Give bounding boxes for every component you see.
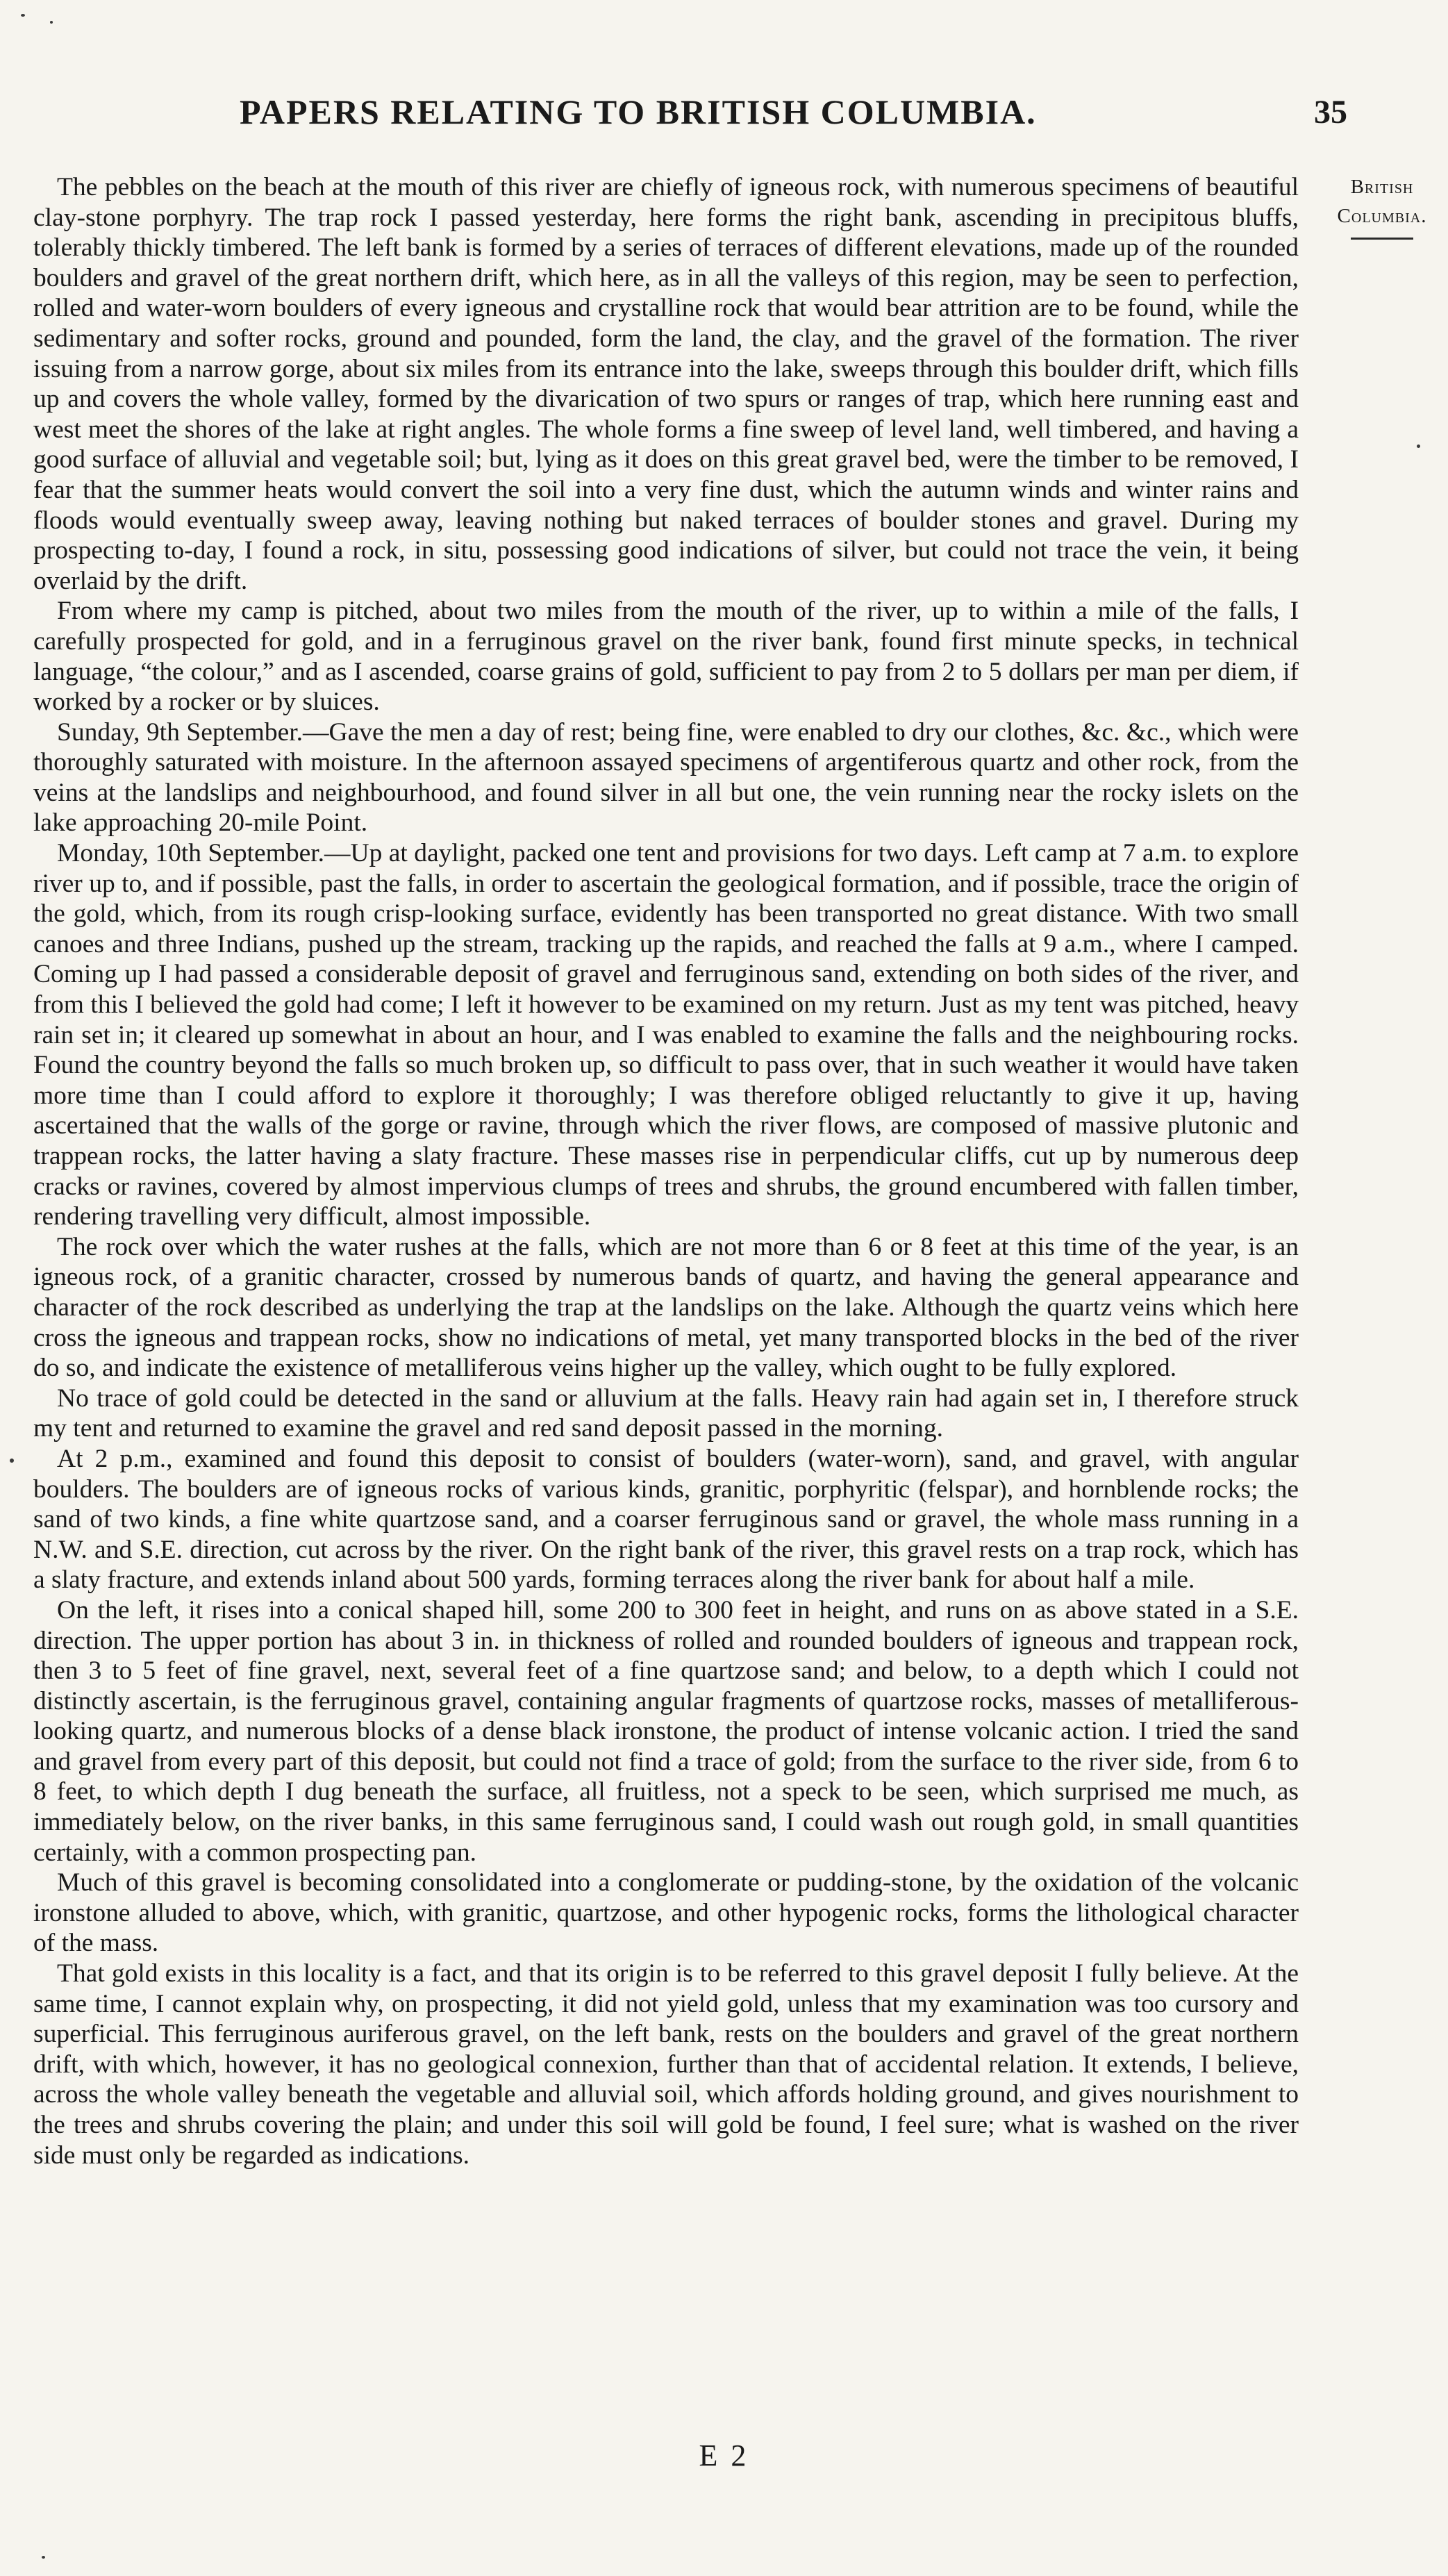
- scan-speck: [42, 2556, 45, 2559]
- scan-speck: [21, 14, 25, 17]
- paragraph: Sunday, 9th September.—Gave the men a day of rest; being fine, were enabled to dry our clothes, &c. &c., which were thoroughly saturated with moisture. In the afternoon assayed specimens of argentiferous quartz and other rock, from the veins at the landslips and neighbourhood, and found silver in all but one, the vein running near the rocky islets on the lake approaching 20-mile Point.: [33, 717, 1299, 838]
- page-header: [42, 92, 1347, 140]
- margin-note-line-2: Columbia.: [1337, 205, 1427, 227]
- paragraph: From where my camp is pitched, about two miles from the mouth of the river, up to within a mile of the falls, I carefully prospected for gold, and in a ferruginous gravel on the river bank, found first minute specks, in technical language, “the colour,” and as I ascended, coarse grains of gold, sufficient to pay from 2 to 5 dollars per man per diem, if worked by a rocker or by sluices.: [33, 597, 1299, 717]
- scan-speck: [50, 21, 53, 24]
- paragraph: The rock over which the water rushes at the falls, which are not more than 6 or 8 feet at this time of the year, is an igneous rock, of a granitic character, crossed by numerous bands of quartz, and having the general appearance and character of the rock described as underlying the trap at the landslips on the lake. Although the quartz veins which here cross the igneous and trappean rocks, show no indications of metal, yet many transported blocks in the bed of the river do so, and indicate the existence of metalliferous veins higher up the valley, which ought to be fully explored.: [33, 1232, 1299, 1383]
- margin-note-line-1: British: [1350, 176, 1414, 198]
- paragraph: Monday, 10th September.—Up at daylight, packed one tent and provisions for two days. Left camp at 7 a.m. to explore river up to, and if possible, past the falls, in order to ascertain the geological formation, and if possible, trace the origin of the gold, which, from its rough crisp-looking surface, evidently has been transported no great distance. With two small canoes and three Indians, pushed up the stream, tracking up the rapids, and reached the falls at 9 a.m., where I camped. Coming up I had passed a considerable deposit of gravel and ferruginous sand, extending on both sides of the river, and from this I believed the gold had come; I left it however to be examined on my return. Just as my tent was pitched, heavy rain set in; it cleared up somewhat in about an hour, and I was enabled to examine the falls and the neighbouring rocks. Found the country beyond the falls so much broken up, so difficult to pass over, that in such weather it would have taken more time than I could afford to explore it thoroughly; I was therefore obliged reluctantly to give it up, having ascertained that the walls of the gorge or ravine, through which the river flows, are composed of massive plutonic and trappean rocks, the latter having a slaty fracture. These masses rise in perpendicular cliffs, cut up by numerous deep cracks or ravines, covered by almost impervious clumps of trees and shrubs, the ground encumbered with fallen timber, rendering travelling very difficult, almost impossible.: [33, 839, 1299, 1231]
- paragraph: No trace of gold could be detected in the sand or alluvium at the falls. Heavy rain had again set in, I therefore struck my tent and returned to examine the gravel and red sand deposit passed in the morning.: [33, 1383, 1299, 1443]
- paragraph: That gold exists in this locality is a fact, and that its origin is to be referred to this gravel deposit I fully believe. At the same time, I cannot explain why, on prospecting, it did not yield gold, unless that my examination was too cursory and superficial. This ferruginous auriferous gravel, on the left bank, rests on the boulders and gravel of the great northern drift, with which, however, it has no geological connexion, further than that of accidental relation. It extends, I believe, across the whole valley beneath the vegetable and alluvial soil, which affords holding ground, and gives nourishment to the trees and shrubs covering the plain; and under this soil will gold be found, I feel sure; what is washed on the river side must only be regarded as indications.: [33, 1959, 1299, 2170]
- paragraph: At 2 p.m., examined and found this deposit to consist of boulders (water-worn), sand, and gravel, with angular boulders. The boulders are of igneous rocks of various kinds, granitic, porphyritic (felspar), and hornblende rocks; the sand of two kinds, a fine white quartzose sand, and a coarser ferruginous sand or gravel, the whole mass running in a N.W. and S.E. direction, cut across by the river. On the right bank of the river, this gravel rests on a trap rock, which has a slaty fracture, and extends inland about 500 yards, forming terraces along the river bank for about half a mile.: [33, 1444, 1299, 1595]
- running-title: PAPERS RELATING TO BRITISH COLUMBIA.: [240, 92, 1037, 131]
- body-text: [33, 172, 1299, 2170]
- paragraph: The pebbles on the beach at the mouth of this river are chiefly of igneous rock, with numerous specimens of beautiful clay-stone porphyry. The trap rock I passed yesterday, here forms the right bank, ascending in precipitous bluffs, tolerably thickly timbered. The left bank is formed by a series of terraces of different elevations, made up of the rounded boulders and gravel of the great northern drift, which here, as in all the valleys of this region, may be seen to perfection, rolled and water-worn boulders of every igneous and crystalline rock that would bear attrition are to be found, while the sedimentary and softer rocks, ground and pounded, form the land, the clay, and the gravel of the formation. The river issuing from a narrow gorge, about six miles from its entrance into the lake, sweeps through this boulder drift, which fills up and covers the whole valley, formed by the divarication of two spurs or ranges of trap, which here running east and west meet the shores of the lake at right angles. The whole forms a fine sweep of level land, well timbered, and having a good surface of alluvial and vegetable soil; but, lying as it does on this great gravel bed, were the timber to be removed, I fear that the summer heats would convert the soil into a very fine dust, which the autumn winds and winter rains and floods would eventually sweep away, leaving nothing but naked terraces of boulder stones and gravel. During my prospecting to-day, I found a rock, in situ, possessing good indications of silver, but could not trace the vein, it being overlaid by the drift.: [33, 173, 1299, 595]
- page-number: 35: [1314, 94, 1347, 131]
- paragraph: On the left, it rises into a conical shaped hill, some 200 to 300 feet in height, and runs on as above stated in a S.E. direction. The upper portion has about 3 in. in thickness of rolled and rounded boulders of igneous and trappean rock, then 3 to 5 feet of fine gravel, next, several feet of a fine quartzose sand; and below, to a depth which I could not distinctly ascertain, is the ferruginous gravel, containing angular fragments of quartzose rocks, masses of metalliferous-looking quartz, and numerous blocks of a dense black ironstone, the product of intense volcanic action. I tried the sand and gravel from every part of this deposit, but could not find a trace of gold; from the surface to the river side, from 6 to 8 feet, to which depth I dug beneath the surface, all fruitless, not a speck to be seen, which surprised me much, as immediately below, on the river banks, in this same ferruginous sand, I could wash out rough gold, in small quantities certainly, with a common prospecting pan.: [33, 1595, 1299, 1867]
- signature-mark: E 2: [699, 2438, 749, 2473]
- margin-note: [1323, 172, 1441, 240]
- scan-speck: [1417, 444, 1420, 448]
- paragraph: Much of this gravel is becoming consolidated into a conglomerate or pudding-stone, by the oxidation of the volcanic ironstone alluded to above, which, with granitic, quartzose, and other hypogenic rocks, forms the lithological character of the mass.: [33, 1868, 1299, 1958]
- margin-note-rule: [1351, 238, 1413, 240]
- scan-speck: [10, 1459, 14, 1463]
